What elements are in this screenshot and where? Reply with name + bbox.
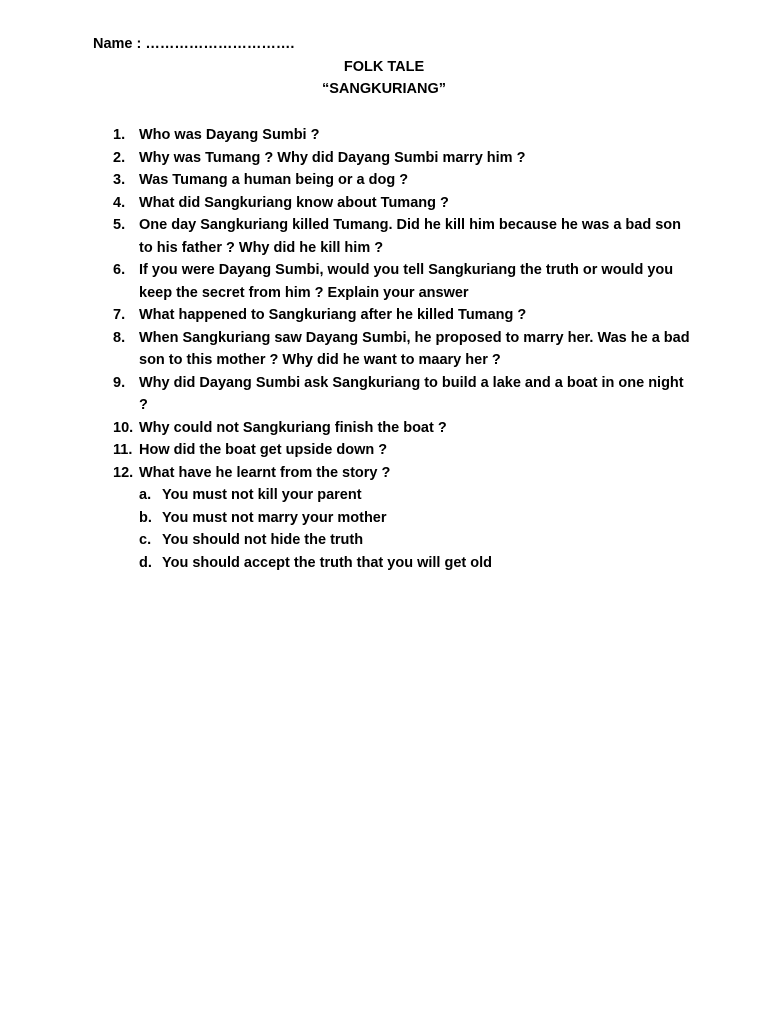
question-text: What happened to Sangkuriang after he killed Tumang ? [139,307,527,323]
question-text: Why did Dayang Sumbi ask Sangkuriang to build a lake and a boat in one night ? [139,374,684,413]
question-text: What have he learnt from the story ? [139,464,391,481]
question-number: 9. [113,374,126,391]
option-text: You must not kill your parent [162,487,362,503]
option-letter: a. [139,487,152,503]
question-number: 7. [113,307,126,323]
question-number: 8. [113,329,126,346]
page-subtitle: “SANGKURIANG” [321,81,447,97]
question-item [113,169,693,192]
question-item [113,214,693,259]
question-item [113,192,693,215]
question-text: If you were Dayang Sumbi, would you tell Sangkuriang the truth or would you keep the secret from him ? Explain your answer [139,262,674,301]
question-number: 10. [113,419,134,436]
question-item [113,124,693,147]
name-field-label: Name : …………………………. [93,36,295,52]
question-number: 2. [113,149,126,166]
page-title: FOLK TALE [343,59,425,75]
question-number: 3. [113,172,126,188]
question-number: 12. [113,464,134,481]
question-item [113,417,693,440]
answer-options [139,484,693,574]
option-letter: c. [139,532,152,548]
question-list [113,124,693,574]
question-item [113,304,693,327]
question-text: Who was Dayang Sumbi ? [139,127,320,143]
option-text: You should accept the truth that you will get old [162,554,493,571]
option-text: You must not marry your mother [162,509,387,526]
question-item [113,439,693,462]
question-number: 1. [113,127,126,143]
question-item [113,259,693,304]
question-text: What did Sangkuriang know about Tumang ? [139,194,449,211]
answer-option [139,507,693,530]
question-number: 5. [113,217,126,233]
question-number: 6. [113,262,126,278]
question-text: When Sangkuriang saw Dayang Sumbi, he proposed to marry her. Was he a bad son to this mother ? Why did he want to maary her ? [139,329,690,368]
answer-option [139,529,693,552]
question-text: Was Tumang a human being or a dog ? [139,172,409,188]
answer-option [139,484,693,507]
question-item [113,462,693,575]
option-text: You should not hide the truth [162,532,364,548]
option-letter: d. [139,554,152,571]
question-text: Why was Tumang ? Why did Dayang Sumbi marry him ? [139,149,526,166]
question-number: 4. [113,194,126,211]
question-item [113,147,693,170]
question-number: 11. [113,442,133,458]
question-text: Why could not Sangkuriang finish the boat ? [139,419,447,436]
question-item [113,327,693,372]
question-item [113,372,693,417]
question-text: One day Sangkuriang killed Tumang. Did he kill him because he was a bad son to his father ? Why did he kill him ? [139,217,682,256]
question-text: How did the boat get upside down ? [139,442,388,458]
answer-option [139,552,693,575]
option-letter: b. [139,509,152,526]
